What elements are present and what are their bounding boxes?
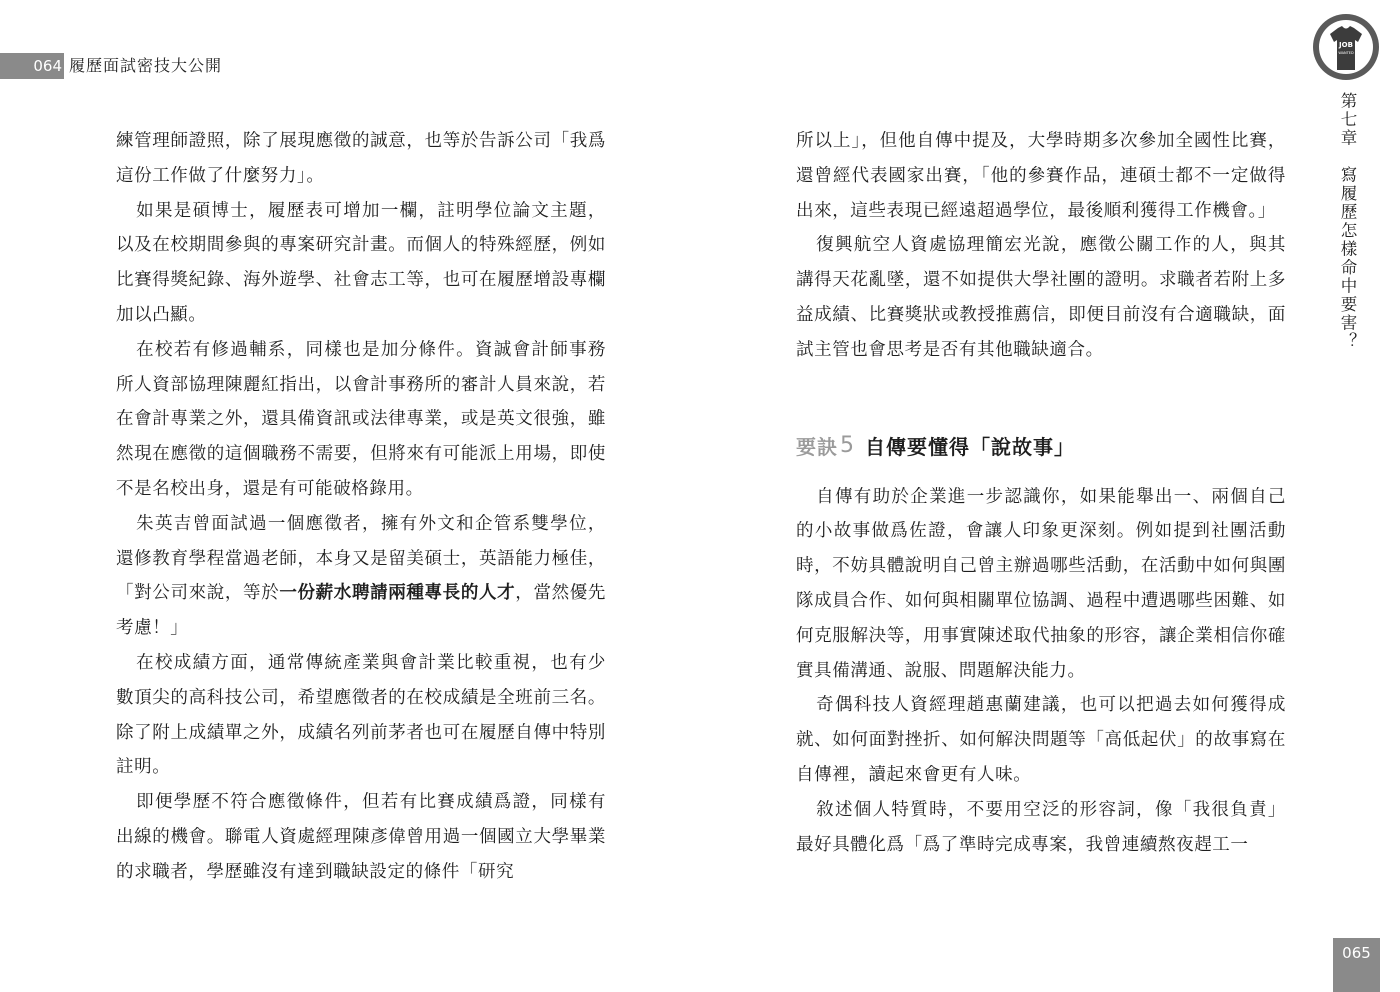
- paragraph: 練管理師證照，除了展現應徵的誠意，也等於告訴公司「我爲這份工作做了什麼努力」。: [116, 131, 606, 186]
- paragraph: [116, 507, 606, 646]
- page-number-right: 065: [1333, 938, 1380, 992]
- chapter-title-vertical: 第七章 寫履歷怎樣命中要害？: [1338, 92, 1357, 351]
- paragraph: 如果是碩博士，履歷表可增加一欄，註明學位論文主題，以及在校期間參與的專案研究計畫。而個人的特殊經歷，例如比賽得獎紀錄、海外遊學、社會志工等，也可在履歷增設專欄加以凸顯。: [116, 200, 606, 325]
- paragraph: 即便學歷不符合應徵條件，但若有比賽成績爲證，同樣有出線的機會。聯電人資處經理陳彥偉曾用過一個國立大學畢業的求職者，學歷雖沒有達到職缺設定的條件「研究: [116, 792, 606, 882]
- paragraph-text: 朱英吉曾面試過一個應徵者，擁有外文和企管系雙學位，還修教育學程當過老師，本身又是留美碩士，英語能力極佳，「對公司來說，等於: [116, 513, 606, 604]
- running-header-book-title: 履歷面試密技大公開: [69, 56, 223, 75]
- right-column: [796, 124, 1286, 862]
- section-title: 自傳要懂得「說故事」: [865, 435, 1075, 460]
- section-heading: [796, 426, 1286, 466]
- paragraph: 奇偶科技人資經理趙惠蘭建議，也可以把過去如何獲得成就、如何面對挫折、如何解決問題等「高低起伏」的故事寫在自傳裡，讀起來會更有人味。: [796, 695, 1286, 785]
- paragraph: 復興航空人資處協理簡宏光說，應徵公關工作的人，與其講得天花亂墜，還不如提供大學社團的證明。求職者若附上多益成績、比賽獎狀或教授推薦信，即便目前沒有合適職缺，面試主管也會思考是否有其他職缺適合。: [796, 235, 1286, 360]
- emphasis-text: 一份薪水聘請兩種專長的人才: [279, 583, 516, 604]
- badge-text: JOB: [1339, 41, 1353, 49]
- paragraph: 在校成績方面，通常傳統產業與會計業比較重視，也有少數頂尖的高科技公司，希望應徵者的在校成績是全班前三名。除了附上成績單之外，成績名列前茅者也可在履歷自傳中特別註明。: [116, 652, 606, 778]
- paragraph: 在校若有修過輔系，同樣也是加分條件。資誠會計師事務所人資部協理陳麗紅指出，以會計事務所的審計人員來說，若在會計專業之外，還具備資訊或法律專業，或是英文很強，雖然現在應徵的這個職務不需要，但將來有可能派上用場，即使不是名校出身，還是有可能破格錄用。: [116, 339, 606, 499]
- badge-subtext: WANTED: [1338, 51, 1354, 55]
- paragraph: 所以上」，但他自傳中提及，大學時期多次參加全國性比賽，還曾經代表國家出賽，「他的參賽作品，連碩士都不一定做得出來，這些表現已經遠超過學位，最後順利獲得工作機會。」: [796, 131, 1286, 221]
- section-number: 5: [840, 433, 855, 459]
- paragraph: 自傳有助於企業進一步認識你，如果能舉出一、兩個自己的小故事做爲佐證，會讓人印象更深刻。例如提到社團活動時，不妨具體說明自己曾主辦過哪些活動，在活動中如何與團隊成員合作、如何與相關單位協調、過程中遭遇哪些困難、如何克服解決等，用事實陳述取代抽象的形容，讓企業相信你確實具備溝通、說服、問題解決能力。: [796, 486, 1286, 681]
- paragraph: 敘述個人特質時，不要用空泛的形容詞，像「我很負責」最好具體化爲「爲了準時完成專案，我曾連續熬夜趕工一: [796, 799, 1286, 855]
- section-key-label: 要訣: [796, 435, 838, 460]
- left-column: [116, 124, 606, 890]
- paragraph-text: ，當然優先考慮！」: [116, 583, 606, 639]
- job-wanted-badge: [1313, 14, 1379, 80]
- page-number-left: 064: [0, 53, 64, 79]
